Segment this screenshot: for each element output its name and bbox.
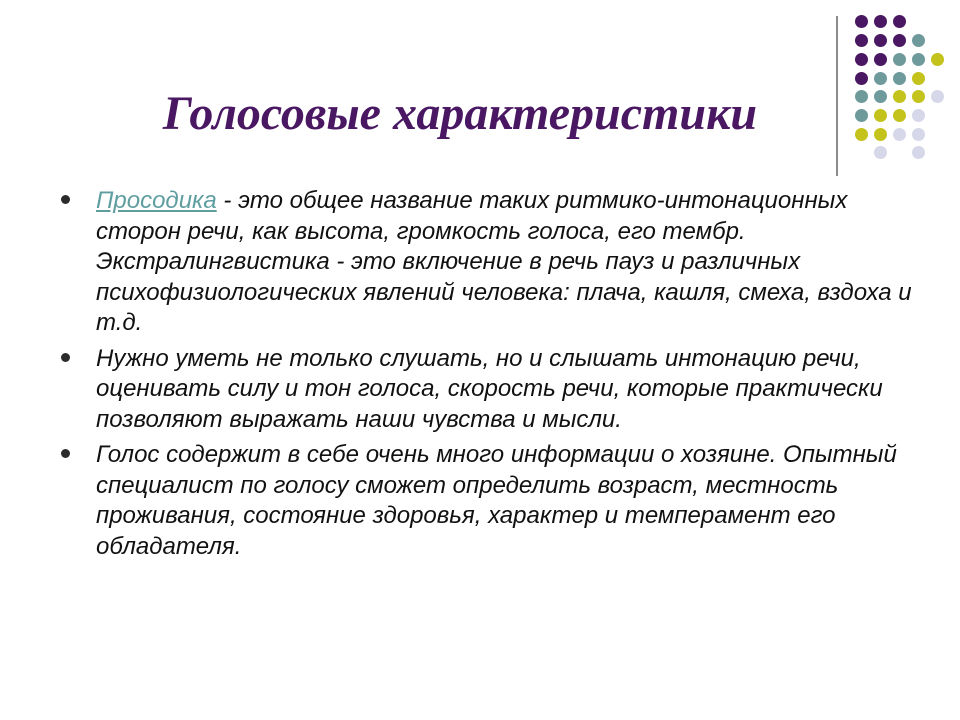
decorative-dot [874, 53, 887, 66]
bullet-text: - это общее название таких ритмико-интонационных сторон речи, как высота, громкость голоса, его тембр. Экстралингвистика - это включение в речь пауз и различных психофизиологических явлений человека: плача, кашля, смеха, вздоха и т.д. [96, 187, 912, 336]
decorative-dot [855, 34, 868, 47]
decorative-dot [912, 146, 925, 159]
decorative-dot [893, 53, 906, 66]
bullet-text: Голос содержит в себе очень много информации о хозяине. Опытный специалист по голосу сможет определить возраст, местность проживания, состояние здоровья, характер и темперамент его обладателя. [96, 441, 897, 560]
decorative-dot [874, 72, 887, 85]
decorative-dot [912, 34, 925, 47]
bullet-icon [61, 353, 70, 362]
bullet-list [56, 186, 916, 567]
bullet-item-voice-info [56, 440, 916, 562]
decorative-dot [874, 34, 887, 47]
decorative-dot [912, 53, 925, 66]
bullet-item-prosody [56, 186, 916, 339]
bullet-text: Нужно уметь не только слушать, но и слышать интонацию речи, оценивать силу и тон голоса, скорость речи, которые практически позволяют выражать наши чувства и мысли. [96, 344, 883, 433]
decorative-dot [855, 15, 868, 28]
decorative-dot [855, 53, 868, 66]
prosody-link[interactable]: Просодика [96, 187, 217, 214]
slide-title: Голосовые характеристики [162, 87, 758, 140]
decorative-dot [893, 34, 906, 47]
decorative-dot [931, 53, 944, 66]
decorative-dot [893, 15, 906, 28]
bullet-icon [61, 195, 70, 204]
decorative-dot [912, 72, 925, 85]
decorative-dot [874, 146, 887, 159]
decorative-dot [893, 72, 906, 85]
bullet-icon [61, 449, 70, 458]
bullet-item-listening [56, 344, 916, 436]
decorative-dot [855, 72, 868, 85]
decorative-dot [931, 90, 944, 103]
decorative-dot [874, 15, 887, 28]
